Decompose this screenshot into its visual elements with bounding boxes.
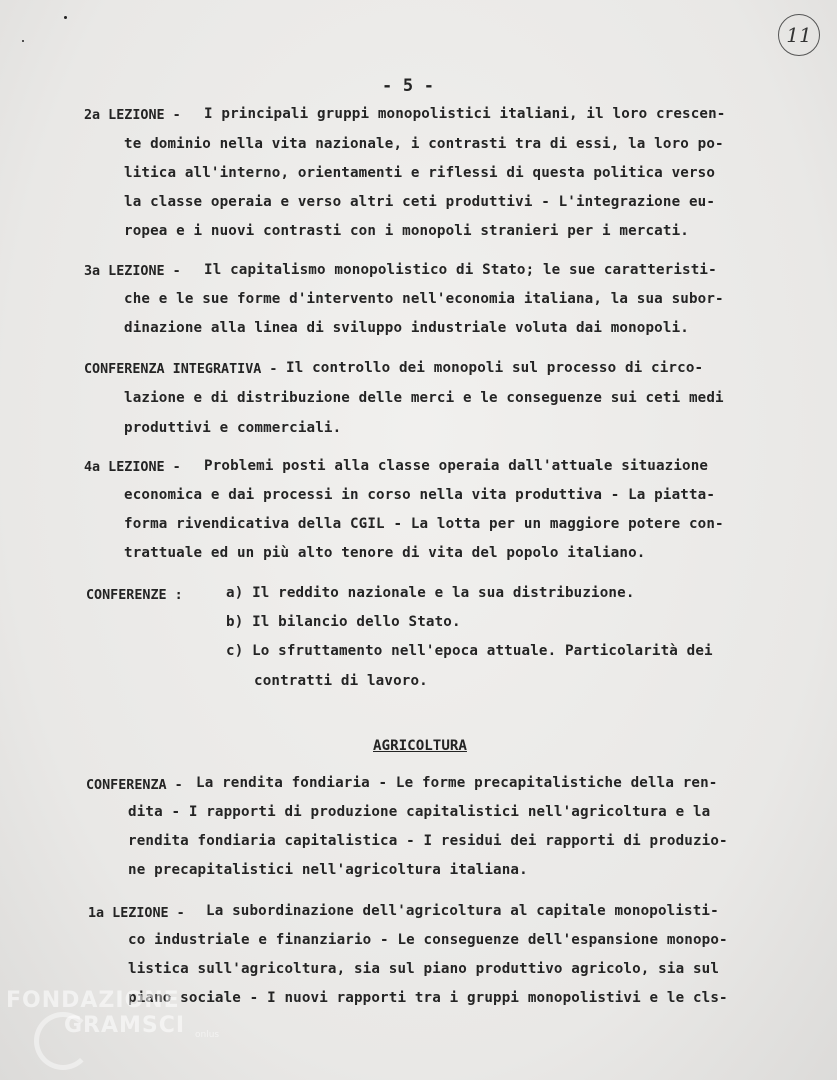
text-line: dinazione alla linea di sviluppo industriale voluta dai monopoli. [124,320,689,336]
text-line: lazione e di distribuzione delle merci e le conseguenze sui ceti medi [124,390,724,406]
text-line: piano sociale - I nuovi rapporti tra i gruppi monopolistivi e le cls- [128,990,728,1006]
text-line: litica all'interno, orientamenti e riflessi di questa politica verso [124,165,716,181]
section-label: 2a LEZIONE - [84,108,181,123]
text-line: La rendita fondiaria - Le forme precapitalistiche della ren- [196,775,718,791]
text-line: trattuale ed un più alto tenore di vita del popolo italiano. [124,545,646,561]
section-label: CONFERENZA - [86,778,183,793]
archive-page-number: 11 [778,14,820,56]
text-line: dita - I rapporti di produzione capitalistici nell'agricoltura e la [128,804,711,820]
section-label: CONFERENZE : [86,588,183,603]
section-label: CONFERENZA INTEGRATIVA - [84,362,278,377]
list-item-continuation: contratti di lavoro. [254,673,428,689]
text-line: ne precapitalistici nell'agricoltura italiana. [128,862,528,878]
text-line: co industriale e finanziario - Le conseguenze dell'espansione monopo- [128,932,728,948]
text-line: listica sull'agricoltura, sia sul piano produttivo agricolo, sia sul [128,961,720,977]
text-line: produttivi e commerciali. [124,420,342,436]
watermark-logo: onlus [195,1030,220,1040]
text-line: La subordinazione dell'agricoltura al capitale monopolisti- [206,903,719,919]
watermark-logo: FONDAZIONE [6,988,180,1013]
text-line: la classe operaia e verso altri ceti produttivi - L'integrazione eu- [124,194,716,210]
list-item: a) Il reddito nazionale e la sua distribuzione. [226,585,635,601]
text-line: I principali gruppi monopolistici italiani, il loro crescen- [204,106,726,122]
ink-dot [22,40,24,42]
text-line: te dominio nella vita nazionale, i contrasti tra di essi, la loro po- [124,136,724,152]
text-line: ropea e i nuovi contrasti con i monopoli stranieri per i mercati. [124,223,689,239]
text-line: Problemi posti alla classe operaia dall'attuale situazione [204,458,709,474]
text-line: Il controllo dei monopoli sul processo di circo- [286,360,704,376]
text-line: che e le sue forme d'intervento nell'economia italiana, la sua subor- [124,291,724,307]
section-heading: AGRICOLTURA [373,738,467,754]
ink-dot [64,16,67,19]
text-line: forma rivendicativa della CGIL - La lotta per un maggiore potere con- [124,516,724,532]
list-item: c) Lo sfruttamento nell'epoca attuale. Particolarità dei [226,643,713,659]
section-label: 3a LEZIONE - [84,264,181,279]
section-label: 1a LEZIONE - [88,906,185,921]
text-line: economica e dai processi in corso nella vita produttiva - La piatta- [124,487,716,503]
section-label: 4a LEZIONE - [84,460,181,475]
text-line: rendita fondiaria capitalistica - I residui dei rapporti di produzio- [128,833,728,849]
page-number: - 5 - [382,76,435,96]
list-item: b) Il bilancio dello Stato. [226,614,461,630]
text-line: Il capitalismo monopolistico di Stato; le sue caratteristi- [204,262,717,278]
watermark-logo: GRAMSCI [64,1013,186,1038]
